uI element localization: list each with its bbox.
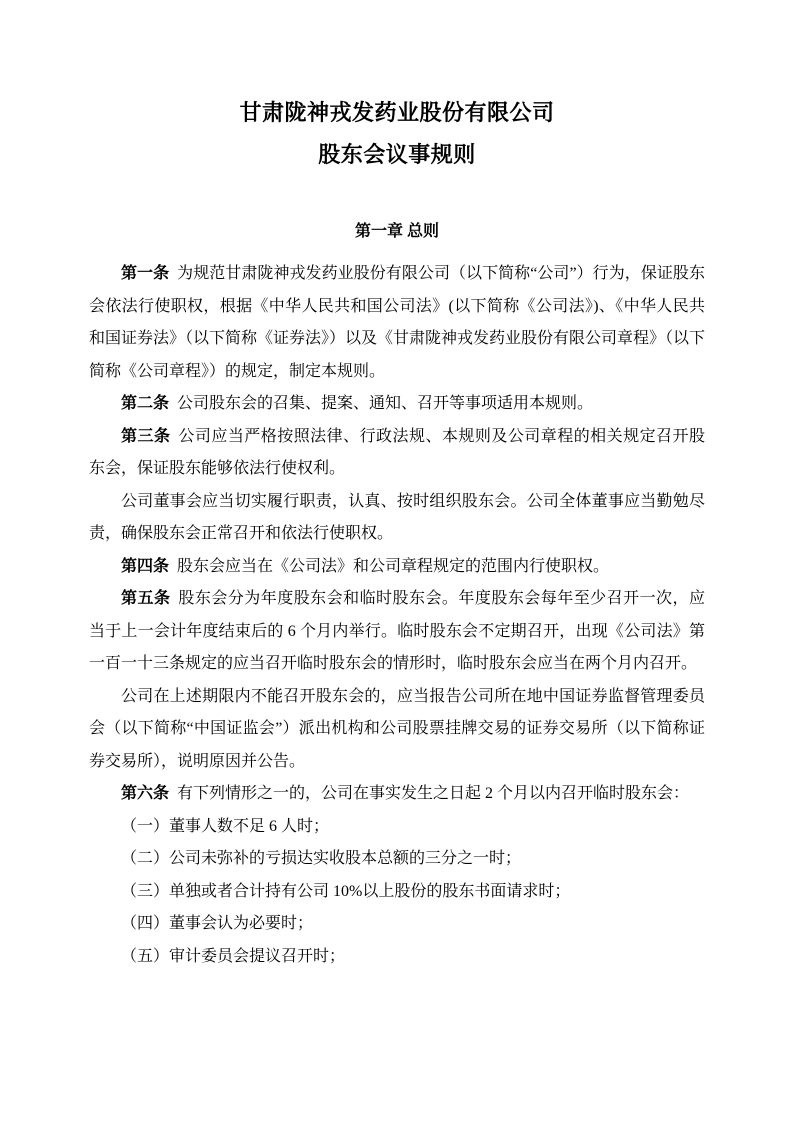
document-body xyxy=(89,258,705,973)
article-number: 第二条 xyxy=(121,395,170,412)
article-text: 公司在上述期限内不能召开股东会的，应当报告公司所在地中国证券监督管理委员会（以下简称“中国证监会”）派出机构和公司股票挂牌交易的证券交易所（以下简称证券交易所），说明原因并公告。 xyxy=(89,687,705,770)
article-paragraph xyxy=(89,388,705,421)
article-paragraph xyxy=(89,551,705,584)
article-text: 为规范甘肃陇神戎发药业股份有限公司（以下简称“公司”）行为，保证股东会依法行使职权，根据《中华人民共和国公司法》(以下简称《公司法》)、《中华人民共和国证券法》（以下简称《证券法》）以及《甘肃陇神戎发药业股份有限公司章程》（以下简称《公司章程》）的规定，制定本规则。 xyxy=(89,265,706,380)
article-number: 第三条 xyxy=(121,427,171,445)
list-item-text: （一）董事人数不足 6 人时； xyxy=(121,817,330,835)
list-item xyxy=(89,941,705,974)
article-paragraph xyxy=(89,681,705,779)
list-item-text: （四）董事会认为必要时； xyxy=(121,915,314,932)
article-number: 第五条 xyxy=(121,590,171,607)
article-text: 公司董事会应当切实履行职责，认真、按时组织股东会。公司全体董事应当勤勉尽责，确保股东会正常召开和依法行使职权。 xyxy=(89,492,705,542)
list-item xyxy=(89,811,705,844)
article-paragraph xyxy=(89,778,705,811)
article-number: 第四条 xyxy=(121,557,170,575)
article-number: 第一条 xyxy=(121,265,170,282)
article-paragraph xyxy=(89,486,705,551)
article-text: 公司应当严格按照法律、行政法规、本规则及公司章程的相关规定召开股东会，保证股东能够依法行使权利。 xyxy=(89,427,705,477)
document-subtitle: 股东会议事规则 xyxy=(318,142,476,167)
document-title: 甘肃陇神戎发药业股份有限公司 xyxy=(239,100,555,125)
list-item xyxy=(89,843,705,876)
article-text: 有下列情形之一的，公司在事实发生之日起 2 个月以内召开临时股东会： xyxy=(177,785,690,802)
list-item-text: （五）审计委员会提议召开时； xyxy=(121,947,346,965)
chapter-heading: 第一章 总则 xyxy=(354,223,439,240)
article-text: 股东会应当在《公司法》和公司章程规定的范围内行使职权。 xyxy=(177,557,610,575)
list-item-text: （三）单独或者合计持有公司 10%以上股份的股东书面请求时； xyxy=(121,882,571,900)
list-item xyxy=(89,876,705,909)
list-item xyxy=(89,908,705,941)
article-text: 公司股东会的召集、提案、通知、召开等事项适用本规则。 xyxy=(177,395,594,412)
article-paragraph xyxy=(89,258,705,388)
article-paragraph xyxy=(89,583,705,681)
article-number: 第六条 xyxy=(121,785,170,802)
article-text: 股东会分为年度股东会和临时股东会。年度股东会每年至少召开一次，应当于上一会计年度结束后的 6 个月内举行。临时股东会不定期召开，出现《公司法》第一百一十三条规定的应当召开临时股东会的情形时，临时股东会应当在两个月内召开。 xyxy=(89,590,705,672)
article-paragraph xyxy=(89,421,705,486)
list-item-text: （二）公司未弥补的亏损达实收股本总额的三分之一时； xyxy=(121,850,522,867)
